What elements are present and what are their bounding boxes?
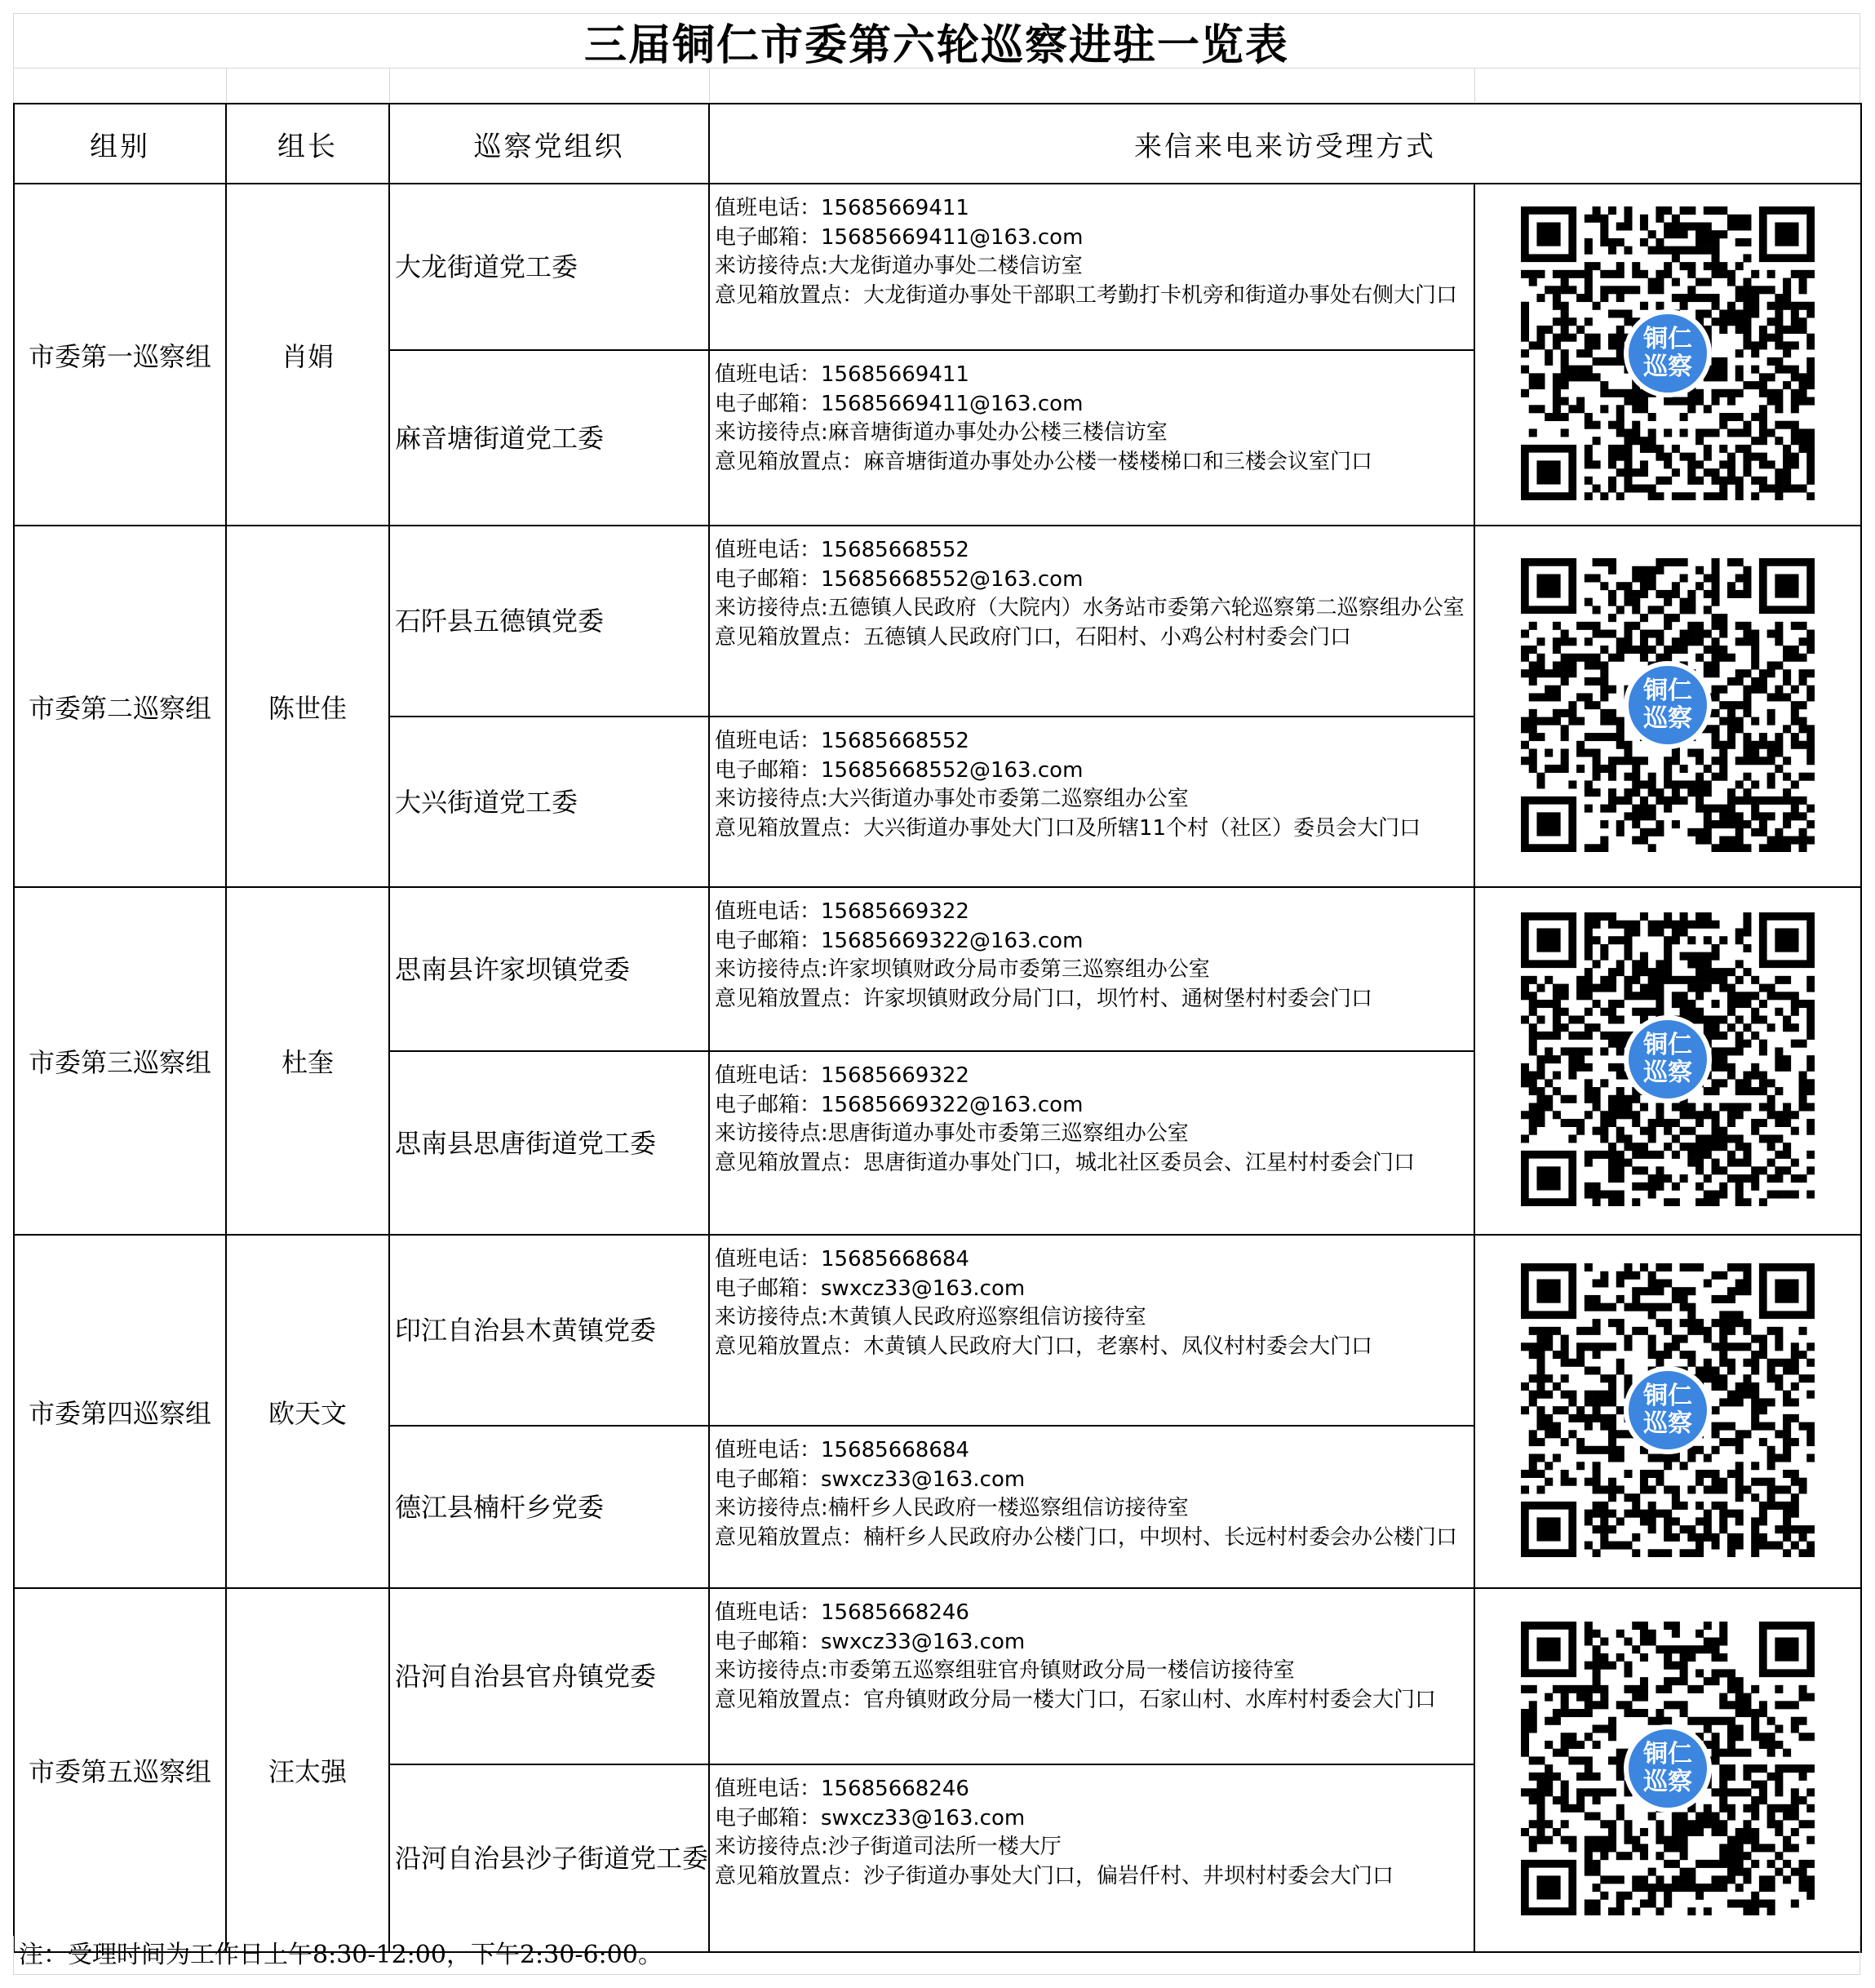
- email-value: 15685669322@163.com: [821, 928, 1084, 953]
- group-leader: 陈世佳: [226, 526, 389, 887]
- phone-line: [715, 194, 1469, 224]
- phone-label: 值班电话：: [715, 538, 822, 562]
- page-title: 三届铜仁市委第六轮巡察进驻一览表: [13, 13, 1860, 69]
- qr-code: [1521, 1263, 1815, 1557]
- phone-line: [715, 727, 1469, 757]
- box-line: [715, 282, 1469, 311]
- phone-line: [715, 1245, 1469, 1275]
- party-org: 沿河自治县沙子街道党工委: [389, 1764, 709, 1952]
- email-label: 电子邮箱：: [715, 1629, 822, 1654]
- box-line: [715, 985, 1469, 1014]
- grid-line: [709, 69, 710, 103]
- group-name: 市委第四巡察组: [14, 1235, 226, 1588]
- phone-value: 15685669411: [821, 362, 969, 387]
- visit-line: [715, 252, 1469, 282]
- phone-label: 值班电话：: [715, 1063, 822, 1088]
- grid-line: [1474, 69, 1475, 103]
- group-leader: 杜奎: [226, 887, 389, 1235]
- phone-line: [715, 536, 1469, 566]
- party-org: 大兴街道党工委: [389, 717, 709, 887]
- inspection-table: [13, 103, 1862, 1953]
- table-row: [14, 1588, 1861, 1764]
- qr-badge-logo: [1629, 1371, 1707, 1449]
- group-leader: 肖娟: [226, 184, 389, 526]
- qr-badge: [1624, 661, 1712, 749]
- email-value: swxcz33@163.com: [821, 1467, 1026, 1492]
- grid-line: [226, 69, 227, 103]
- visit-value: 市委第五巡察组驻官舟镇财政分局一楼信访接待室: [827, 1658, 1295, 1683]
- box-label: 意见箱放置点：: [715, 449, 864, 474]
- contact-info: [709, 350, 1474, 526]
- phone-line: [715, 898, 1469, 927]
- party-org: 石阡县五德镇党委: [389, 526, 709, 717]
- box-value: 官舟镇财政分局一楼大门口，石家山村、水库村村委会大门口: [863, 1687, 1437, 1712]
- box-label: 意见箱放置点：: [715, 1687, 864, 1712]
- qr-badge-line2: 巡察: [1643, 1768, 1692, 1796]
- visit-label: 来访接待点:: [715, 787, 828, 811]
- party-org: 思南县许家坝镇党委: [389, 887, 709, 1051]
- qr-badge-logo: [1629, 1020, 1707, 1098]
- visit-label: 来访接待点:: [715, 1835, 828, 1859]
- email-line: [715, 566, 1469, 595]
- box-line: [715, 1333, 1469, 1362]
- phone-label: 值班电话：: [715, 196, 822, 220]
- box-value: 木黄镇人民政府大门口，老寨村、凤仪村村委会大门口: [863, 1333, 1373, 1359]
- box-line: [715, 1862, 1469, 1892]
- qr-badge-line2: 巡察: [1643, 703, 1692, 733]
- box-line: [715, 1524, 1469, 1553]
- visit-line: [715, 1494, 1469, 1524]
- email-line: [715, 1628, 1469, 1657]
- visit-label: 来访接待点:: [715, 420, 828, 445]
- email-line: [715, 1275, 1469, 1304]
- grid-line: [389, 69, 390, 103]
- box-line: [715, 814, 1469, 844]
- contact-info: [709, 526, 1474, 717]
- visit-line: [715, 1120, 1469, 1149]
- qr-badge-logo: [1629, 666, 1707, 744]
- visit-value: 思唐街道办事处市委第三巡察组办公室: [827, 1121, 1189, 1146]
- email-label: 电子邮箱：: [715, 391, 822, 416]
- qr-badge-line1: 铜仁: [1643, 676, 1692, 705]
- qr-code-cell: [1474, 887, 1861, 1235]
- visit-line: [715, 1833, 1469, 1862]
- qr-code-cell: [1474, 184, 1861, 526]
- phone-label: 值班电话：: [715, 1600, 822, 1625]
- phone-label: 值班电话：: [715, 899, 822, 924]
- phone-value: 15685668246: [821, 1777, 969, 1801]
- email-label: 电子邮箱：: [715, 928, 822, 953]
- group-name: 市委第二巡察组: [14, 526, 226, 887]
- box-value: 许家坝镇财政分局门口，坝竹村、通树堡村村委会门口: [863, 986, 1373, 1011]
- group-name: 市委第三巡察组: [14, 887, 226, 1235]
- visit-label: 来访接待点:: [715, 254, 828, 278]
- email-line: [715, 1091, 1469, 1120]
- qr-badge: [1624, 1724, 1712, 1813]
- table-row: [14, 184, 1861, 350]
- header-contact: 来信来电来访受理方式: [709, 104, 1861, 184]
- email-value: 15685669411@163.com: [821, 224, 1084, 250]
- phone-label: 值班电话：: [715, 729, 822, 753]
- group-name: 市委第一巡察组: [14, 184, 226, 526]
- phone-line: [715, 1436, 1469, 1466]
- header-org: 巡察党组织: [389, 104, 709, 184]
- box-value: 楠杆乡人民政府办公楼门口，中坝村、长远村村委会办公楼门口: [863, 1524, 1458, 1550]
- email-label: 电子邮箱：: [715, 1805, 822, 1830]
- box-label: 意见箱放置点：: [715, 1524, 864, 1550]
- email-label: 电子邮箱：: [715, 566, 822, 592]
- box-label: 意见箱放置点：: [715, 815, 864, 841]
- contact-info: [709, 1588, 1474, 1764]
- box-label: 意见箱放置点：: [715, 1150, 864, 1175]
- phone-value: 15685668684: [821, 1438, 969, 1462]
- email-label: 电子邮箱：: [715, 1467, 822, 1492]
- phone-label: 值班电话：: [715, 1247, 822, 1271]
- phone-value: 15685668246: [821, 1600, 969, 1625]
- group-leader: 欧天文: [226, 1235, 389, 1588]
- box-label: 意见箱放置点：: [715, 1333, 864, 1359]
- box-line: [715, 1686, 1469, 1715]
- qr-badge: [1624, 309, 1712, 397]
- qr-code: [1521, 1622, 1815, 1915]
- box-value: 大兴街道办事处大门口及所辖11个村（社区）委员会大门口: [863, 815, 1421, 841]
- visit-line: [715, 1657, 1469, 1686]
- phone-value: 15685668552: [821, 538, 969, 562]
- spacer-row: [13, 69, 1860, 103]
- email-value: 15685669322@163.com: [821, 1092, 1084, 1117]
- phone-label: 值班电话：: [715, 1438, 822, 1462]
- phone-label: 值班电话：: [715, 362, 822, 387]
- email-label: 电子邮箱：: [715, 757, 822, 783]
- visit-label: 来访接待点:: [715, 1305, 828, 1329]
- box-line: [715, 448, 1469, 477]
- box-line: [715, 1149, 1469, 1178]
- visit-value: 楠杆乡人民政府一楼巡察组信访接待室: [827, 1496, 1189, 1520]
- box-line: [715, 623, 1469, 653]
- phone-value: 15685668552: [821, 729, 969, 753]
- qr-badge-line1: 铜仁: [1643, 1031, 1692, 1059]
- email-line: [715, 224, 1469, 253]
- email-value: 15685668552@163.com: [821, 757, 1084, 783]
- email-line: [715, 1804, 1469, 1834]
- phone-value: 15685669322: [821, 899, 969, 924]
- qr-code: [1521, 912, 1815, 1206]
- party-org: 麻音塘街道党工委: [389, 350, 709, 526]
- qr-badge-line1: 铜仁: [1643, 1381, 1692, 1410]
- contact-info: [709, 1235, 1474, 1426]
- visit-label: 来访接待点:: [715, 1658, 828, 1683]
- email-line: [715, 390, 1469, 419]
- qr-badge-line2: 巡察: [1643, 1058, 1692, 1087]
- header-group: 组别: [14, 104, 226, 184]
- phone-line: [715, 1599, 1469, 1628]
- visit-value: 沙子街道司法所一楼大厅: [827, 1835, 1062, 1859]
- email-label: 电子邮箱：: [715, 224, 822, 250]
- header-leader: 组长: [226, 104, 389, 184]
- visit-value: 五德镇人民政府（大院内）水务站市委第六轮巡察第二巡察组办公室: [827, 596, 1465, 620]
- visit-line: [715, 785, 1469, 814]
- email-line: [715, 757, 1469, 786]
- qr-code-cell: [1474, 526, 1861, 887]
- party-org: 思南县思唐街道党工委: [389, 1051, 709, 1235]
- phone-value: 15685669411: [821, 196, 969, 220]
- qr-code: [1521, 558, 1815, 852]
- qr-code: [1521, 206, 1815, 500]
- party-org: 大龙街道党工委: [389, 184, 709, 350]
- group-leader: 汪太强: [226, 1588, 389, 1952]
- box-value: 五德镇人民政府门口，石阳村、小鸡公村村委会门口: [863, 624, 1352, 650]
- party-org: 德江县楠杆乡党委: [389, 1426, 709, 1588]
- contact-info: [709, 717, 1474, 887]
- table-row: [14, 887, 1861, 1051]
- visit-label: 来访接待点:: [715, 957, 828, 982]
- visit-value: 木黄镇人民政府巡察组信访接待室: [827, 1305, 1146, 1329]
- box-label: 意见箱放置点：: [715, 1863, 864, 1888]
- contact-info: [709, 1426, 1474, 1588]
- box-value: 麻音塘街道办事处办公楼一楼楼梯口和三楼会议室门口: [863, 449, 1373, 474]
- visit-line: [715, 419, 1469, 448]
- visit-value: 麻音塘街道办事处办公楼三楼信访室: [827, 420, 1168, 445]
- email-line: [715, 927, 1469, 956]
- table-row: [14, 1235, 1861, 1426]
- email-label: 电子邮箱：: [715, 1092, 822, 1117]
- email-label: 电子邮箱：: [715, 1276, 822, 1301]
- group-name: 市委第五巡察组: [14, 1588, 226, 1952]
- contact-info: [709, 887, 1474, 1051]
- phone-line: [715, 1775, 1469, 1804]
- phone-line: [715, 1062, 1469, 1091]
- email-line: [715, 1466, 1469, 1495]
- footnote: 注：受理时间为工作日上午8:30-12:00，下午2:30-6:00。: [13, 1936, 1860, 1975]
- contact-info: [709, 1051, 1474, 1235]
- visit-line: [715, 956, 1469, 985]
- visit-value: 许家坝镇财政分局市委第三巡察组办公室: [827, 957, 1210, 982]
- phone-value: 15685669322: [821, 1063, 969, 1088]
- qr-badge-logo: [1629, 314, 1707, 393]
- phone-line: [715, 361, 1469, 390]
- header-row: [14, 104, 1861, 184]
- table-row: [14, 526, 1861, 717]
- qr-badge: [1624, 1366, 1712, 1454]
- party-org: 印江自治县木黄镇党委: [389, 1235, 709, 1426]
- visit-label: 来访接待点:: [715, 596, 828, 620]
- qr-badge-line2: 巡察: [1643, 1409, 1692, 1438]
- party-org: 沿河自治县官舟镇党委: [389, 1588, 709, 1764]
- email-value: 15685668552@163.com: [821, 566, 1084, 592]
- email-value: swxcz33@163.com: [821, 1629, 1026, 1654]
- visit-value: 大兴街道办事处市委第二巡察组办公室: [827, 787, 1189, 811]
- qr-code-cell: [1474, 1588, 1861, 1952]
- box-label: 意见箱放置点：: [715, 986, 864, 1011]
- contact-info: [709, 1764, 1474, 1952]
- email-value: swxcz33@163.com: [821, 1276, 1026, 1301]
- visit-label: 来访接待点:: [715, 1496, 828, 1520]
- box-value: 沙子街道办事处大门口，偏岩仟村、井坝村村委会大门口: [863, 1863, 1394, 1888]
- qr-badge-line1: 铜仁: [1643, 1740, 1692, 1768]
- box-label: 意见箱放置点：: [715, 624, 864, 650]
- visit-value: 大龙街道办事处二楼信访室: [827, 254, 1083, 278]
- email-value: swxcz33@163.com: [821, 1805, 1026, 1830]
- visit-line: [715, 1303, 1469, 1333]
- contact-info: [709, 184, 1474, 350]
- qr-code-cell: [1474, 1235, 1861, 1588]
- qr-badge-line2: 巡察: [1643, 352, 1692, 381]
- qr-badge-logo: [1629, 1729, 1707, 1808]
- box-value: 大龙街道办事处干部职工考勤打卡机旁和街道办事处右侧大门口: [863, 282, 1458, 308]
- box-label: 意见箱放置点：: [715, 282, 864, 308]
- visit-label: 来访接待点:: [715, 1121, 828, 1146]
- box-value: 思唐街道办事处门口，城北社区委员会、江星村村委会门口: [863, 1150, 1416, 1175]
- phone-value: 15685668684: [821, 1247, 969, 1271]
- phone-label: 值班电话：: [715, 1777, 822, 1801]
- email-value: 15685669411@163.com: [821, 391, 1084, 416]
- table-body: [14, 184, 1861, 1952]
- qr-badge: [1624, 1015, 1712, 1103]
- visit-line: [715, 594, 1469, 623]
- qr-badge-line1: 铜仁: [1643, 324, 1692, 353]
